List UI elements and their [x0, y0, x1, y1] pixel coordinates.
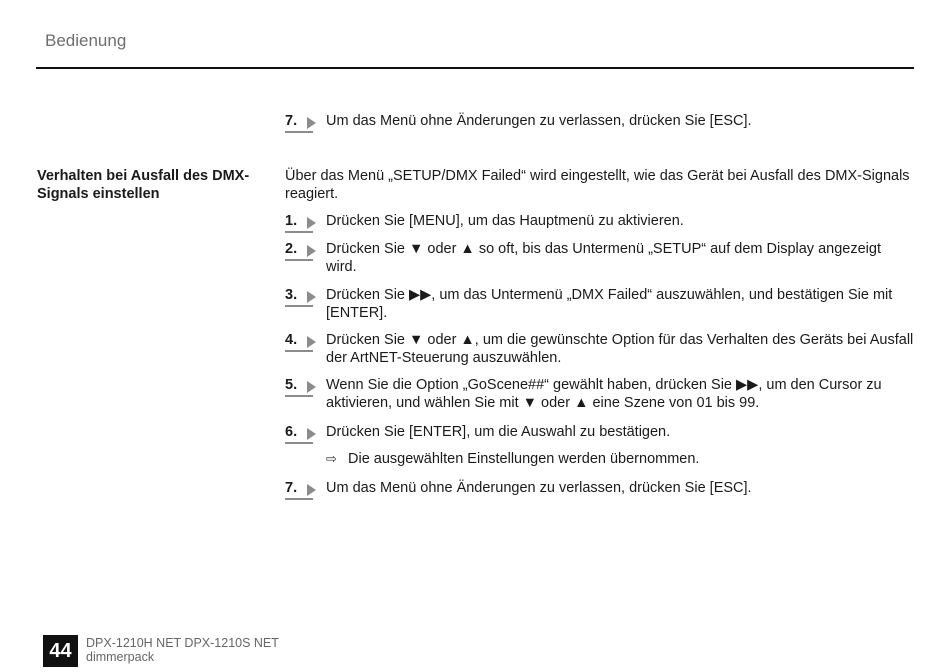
step-number: 5.	[285, 376, 309, 394]
footer-product-info	[86, 636, 279, 664]
step-number: 7.	[285, 479, 309, 497]
step-item	[285, 331, 915, 367]
step-text: Um das Menü ohne Änderungen zu verlassen, drücken Sie [ESC].	[326, 113, 752, 129]
header-divider	[36, 67, 914, 69]
step-result-text: Die ausgewählten Einstellungen werden übernommen.	[348, 451, 700, 467]
step-result	[326, 450, 916, 468]
step-number: 6.	[285, 423, 309, 441]
step-arrow-icon	[307, 291, 316, 303]
step-arrow-icon	[307, 336, 316, 348]
page-number-badge: 44	[43, 635, 78, 667]
section-heading: Verhalten bei Ausfall des DMX-Signals einstellen	[37, 168, 250, 202]
result-arrow-icon: ⇨	[326, 451, 337, 466]
step-arrow-icon	[307, 217, 316, 229]
step-item	[285, 212, 915, 230]
step-number: 3.	[285, 286, 309, 304]
step-arrow-icon	[307, 245, 316, 257]
step-arrow-icon	[307, 484, 316, 496]
step-item	[285, 423, 915, 441]
step-item	[285, 112, 915, 130]
footer-product-line: DPX-1210H NET DPX-1210S NET	[86, 636, 279, 650]
step-number: 4.	[285, 331, 309, 349]
step-item	[285, 376, 915, 412]
step-item	[285, 240, 915, 276]
page-header-title: Bedienung	[45, 31, 127, 50]
step-text: Drücken Sie ▼ oder ▲ so oft, bis das Untermenü „SETUP“ auf dem Display angezeigt wird.	[326, 241, 881, 275]
step-number: 2.	[285, 240, 309, 258]
step-number: 7.	[285, 112, 309, 130]
step-item	[285, 286, 915, 322]
step-text: Wenn Sie die Option „GoScene##“ gewählt haben, drücken Sie ▶▶, um den Cursor zu aktivieren, und wählen Sie mit ▼ oder ▲ eine Szene von 01 bis 99.	[326, 377, 882, 411]
step-number: 1.	[285, 212, 309, 230]
step-text: Drücken Sie [MENU], um das Hauptmenü zu aktivieren.	[326, 213, 684, 229]
step-item	[285, 479, 915, 497]
step-text: Drücken Sie [ENTER], um die Auswahl zu bestätigen.	[326, 424, 671, 440]
footer-product-line: dimmerpack	[86, 650, 155, 664]
step-text: Drücken Sie ▶▶, um das Untermenü „DMX Failed“ auszuwählen, und bestätigen Sie mit [ENTER].	[326, 287, 893, 321]
section-intro: Über das Menü „SETUP/DMX Failed“ wird eingestellt, wie das Gerät bei Ausfall des DMX-Signals reagiert.	[285, 168, 910, 202]
step-text: Drücken Sie ▼ oder ▲, um die gewünschte Option für das Verhalten des Geräts bei Ausfall der ArtNET-Steuerung auszuwählen.	[326, 332, 914, 366]
step-text: Um das Menü ohne Änderungen zu verlassen, drücken Sie [ESC].	[326, 480, 752, 496]
step-arrow-icon	[307, 428, 316, 440]
step-arrow-icon	[307, 381, 316, 393]
step-arrow-icon	[307, 117, 316, 129]
